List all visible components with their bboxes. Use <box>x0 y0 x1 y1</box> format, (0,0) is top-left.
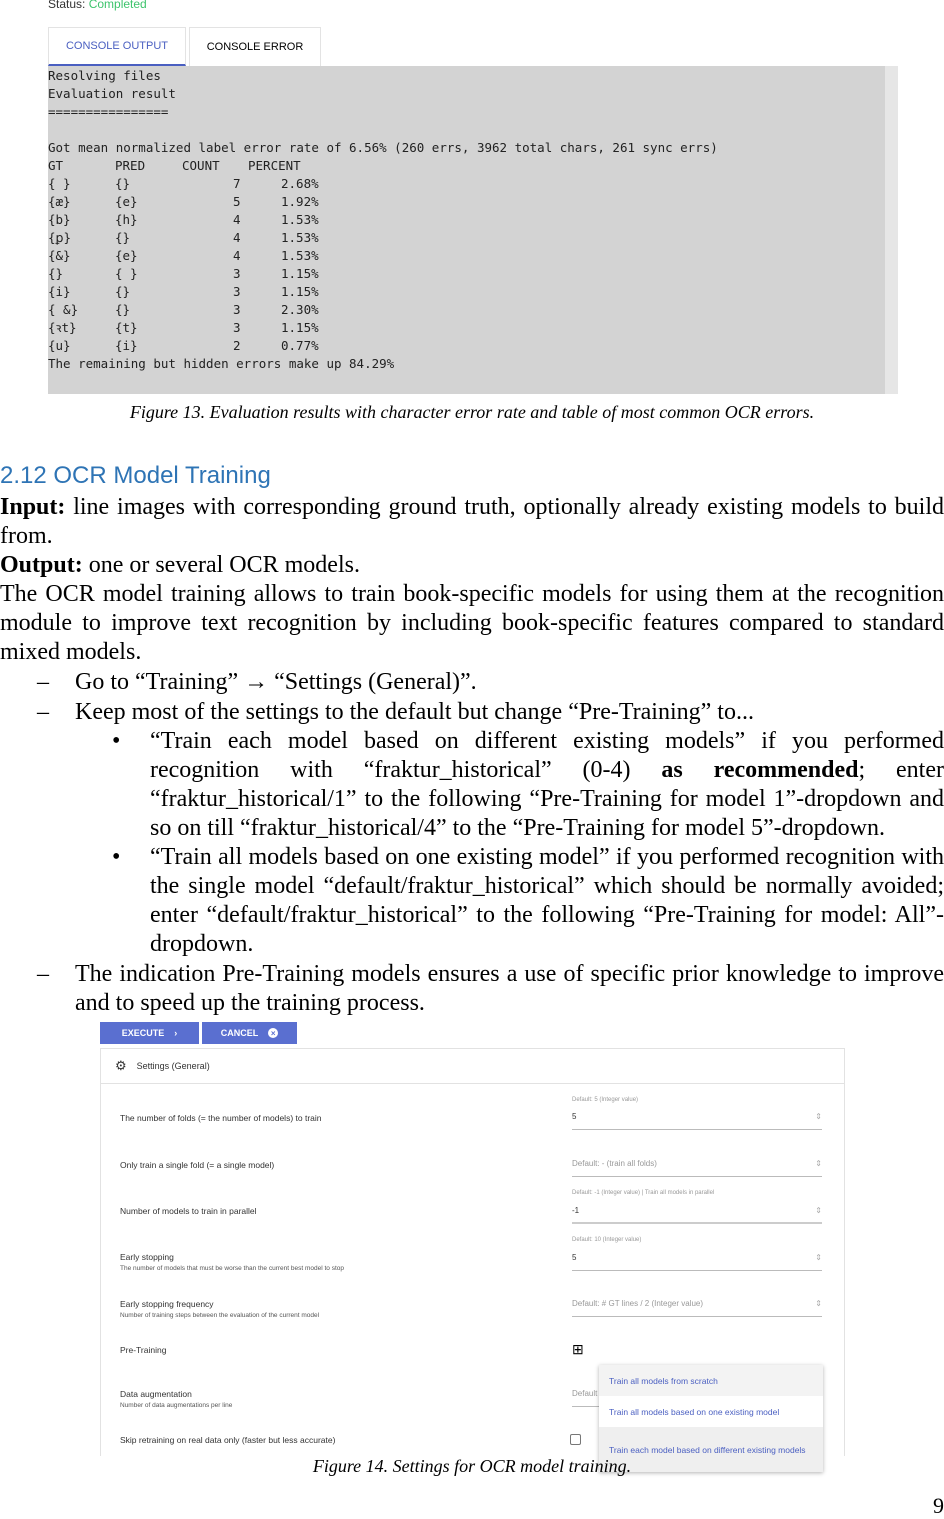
frequency-desc: Number of training steps between the evaluation of the current model <box>120 1312 320 1319</box>
error-row <box>48 193 898 211</box>
percent-cell: 2.68% <box>281 176 319 191</box>
status-value: Completed <box>88 0 147 11</box>
pred-cell: {} <box>115 230 131 245</box>
chevron-right-icon: › <box>174 1028 178 1038</box>
panel-header[interactable] <box>101 1049 844 1084</box>
step-text: The indication Pre-Training models ensures a use of specific prior knowledge to improve and to speed up the training process. <box>75 961 944 1016</box>
frequency-title: Early stopping frequency <box>120 1299 214 1309</box>
panel-title: Settings (General) <box>136 1061 210 1071</box>
gt-cell: {ꝛt} <box>48 320 77 335</box>
scrollbar[interactable] <box>885 66 898 394</box>
bullet-text-part: “Train each model based on different existing models” if you performed recognition with “fraktur_historical” (0-4) <box>150 728 944 783</box>
count-cell: 3 <box>233 266 241 281</box>
count-cell: 4 <box>233 248 241 263</box>
pred-cell: { } <box>115 266 138 281</box>
menu-item-scratch[interactable]: Train all models from scratch <box>599 1365 823 1396</box>
count-cell: 3 <box>233 320 241 335</box>
skip-retraining-label: Skip retraining on real data only (faster but less accurate) <box>120 1435 336 1445</box>
error-row <box>48 319 898 337</box>
percent-cell: 1.53% <box>281 230 319 245</box>
bullet-marker: • <box>112 844 121 870</box>
spinner-icon[interactable]: ⇕ <box>815 1206 822 1215</box>
output-paragraph <box>0 551 944 580</box>
error-row <box>48 175 898 193</box>
count-cell: 3 <box>233 302 241 317</box>
settings-screenshot <box>100 1020 845 1456</box>
single-fold-label: Only train a single fold (= a single model) <box>120 1160 275 1170</box>
dash-marker: – <box>37 699 49 725</box>
frequency-label <box>120 1299 319 1319</box>
col-count: COUNT <box>182 158 220 173</box>
step-item <box>0 698 944 727</box>
frequency-input[interactable] <box>572 1293 822 1317</box>
col-percent: PERCENT <box>248 158 301 173</box>
console-line: Evaluation result <box>48 86 176 101</box>
gt-cell: {u} <box>48 338 71 353</box>
frequency-placeholder: Default: # GT lines / 2 (Integer value) <box>572 1299 704 1308</box>
menu-item-different-existing[interactable]: Train each model based on different existing models <box>599 1427 823 1472</box>
percent-cell: 0.77% <box>281 338 319 353</box>
early-stopping-value: 5 <box>572 1253 577 1262</box>
bullet-text: “Train all models based on one existing model” if you performed recognition with the single model “default/fraktur_historical” which should be normally avoided; enter “default/fraktur_historical” to the following “Pre-Training for model: All”-dropdown. <box>150 844 944 957</box>
pred-cell: {} <box>115 302 131 317</box>
parallel-label: Number of models to train in parallel <box>120 1206 257 1216</box>
spinner-icon[interactable]: ⇕ <box>815 1253 822 1262</box>
percent-cell: 1.53% <box>281 248 319 263</box>
augmentation-title: Data augmentation <box>120 1389 192 1399</box>
execute-button[interactable] <box>100 1022 199 1044</box>
input-paragraph <box>0 493 944 551</box>
gt-cell: {} <box>48 266 64 281</box>
percent-cell: 2.30% <box>281 302 319 317</box>
error-row <box>48 337 898 355</box>
dash-marker: – <box>37 669 49 695</box>
page-number: 9 <box>933 1493 944 1518</box>
pred-cell: {i} <box>115 338 138 353</box>
gt-cell: { } <box>48 176 71 191</box>
error-row <box>48 247 898 265</box>
pred-cell: {} <box>115 176 131 191</box>
console-line: Got mean normalized label error rate of 6.56% (260 errs, 3962 total chars, 261 sync errs) <box>48 140 718 155</box>
cancel-circle-icon: × <box>268 1028 278 1038</box>
input-label: Input: <box>0 494 66 520</box>
col-gt: GT <box>48 158 64 173</box>
folds-hint: Default: 5 (Integer value) <box>572 1097 639 1103</box>
bullet-text-part: ; enter “fraktur_historical/1” to the following “Pre-Training for model 1”-dropdown and so on till “fraktur_historical/4” to the “Pre-Training for model 5”-dropdown. <box>150 757 944 841</box>
early-stopping-hint: Default: 10 (Integer value) <box>572 1237 642 1243</box>
percent-cell: 1.53% <box>281 212 319 227</box>
parallel-value: -1 <box>572 1206 580 1215</box>
console-line: Resolving files <box>48 68 161 83</box>
tab-console-error[interactable]: CONSOLE ERROR <box>189 27 321 66</box>
count-cell: 2 <box>233 338 241 353</box>
console-footer: The remaining but hidden errors make up 84.29% <box>48 356 395 371</box>
gt-cell: {i} <box>48 284 71 299</box>
dash-marker: – <box>37 961 49 987</box>
bullet-item <box>0 727 944 843</box>
col-pred: PRED <box>115 158 146 173</box>
gt-cell: {b} <box>48 212 71 227</box>
folds-label: The number of folds (= the number of models) to train <box>120 1113 322 1123</box>
error-row <box>48 301 898 319</box>
menu-item-one-existing[interactable]: Train all models based on one existing model <box>609 1406 780 1417</box>
pred-cell: {} <box>115 284 131 299</box>
gt-cell: {ꝑ} <box>48 230 71 245</box>
figure-14-caption: Figure 14. Settings for OCR model training. <box>312 1456 632 1476</box>
count-cell: 4 <box>233 230 241 245</box>
bullet-emphasis: as recommended <box>661 757 859 783</box>
percent-cell: 1.15% <box>281 284 319 299</box>
bullet-marker: • <box>112 728 121 754</box>
cancel-button[interactable] <box>202 1022 297 1044</box>
status-label: Status: <box>48 0 86 11</box>
folds-input[interactable] <box>572 1106 822 1130</box>
execute-label: EXECUTE <box>121 1028 165 1038</box>
settings-panel <box>100 1048 845 1456</box>
percent-cell: 1.15% <box>281 320 319 335</box>
step-item <box>0 668 944 697</box>
early-stopping-label <box>120 1252 344 1272</box>
intro-paragraph: The OCR model training allows to train book-specific models for using them at the recognition module to improve text recognition by including book-specific features compared to standard mixed models. <box>0 581 944 665</box>
error-row <box>48 265 898 283</box>
count-cell: 7 <box>233 176 241 191</box>
console-line <box>48 121 898 139</box>
error-row <box>48 211 898 229</box>
status <box>48 0 147 11</box>
step-item <box>0 960 944 1018</box>
augmentation-placeholder: Default <box>572 1389 598 1398</box>
console-output <box>48 66 898 394</box>
pred-cell: {e} <box>115 248 138 263</box>
spinner-icon[interactable]: ⇕ <box>815 1112 822 1121</box>
pred-cell: {e} <box>115 194 138 209</box>
spinner-icon[interactable]: ⇕ <box>815 1299 822 1308</box>
spinner-icon[interactable]: ⇕ <box>815 1159 822 1168</box>
count-cell: 3 <box>233 284 241 299</box>
percent-cell: 1.92% <box>281 194 319 209</box>
parallel-input[interactable] <box>572 1200 822 1224</box>
count-cell: 4 <box>233 212 241 227</box>
gear-icon: ⚙ <box>115 1058 127 1073</box>
step-text: Go to “Training” → “Settings (General)”. <box>75 669 477 695</box>
add-screen-icon[interactable]: ⊞ <box>572 1341 584 1357</box>
early-stopping-desc: The number of models that must be worse than the current best model to stop <box>120 1265 345 1272</box>
augmentation-label <box>120 1389 232 1409</box>
bullet-item <box>0 843 944 959</box>
folds-value: 5 <box>572 1112 577 1121</box>
early-stopping-input[interactable] <box>572 1247 822 1271</box>
count-cell: 5 <box>233 194 241 209</box>
error-row <box>48 229 898 247</box>
gt-cell: {&} <box>48 248 71 263</box>
percent-cell: 1.15% <box>281 266 319 281</box>
output-text: one or several OCR models. <box>82 552 360 578</box>
augmentation-desc: Number of data augmentations per line <box>120 1402 233 1409</box>
single-fold-input[interactable] <box>572 1153 822 1177</box>
early-stopping-title: Early stopping <box>120 1252 174 1262</box>
pred-cell: {t} <box>115 320 138 335</box>
pretraining-label: Pre-Training <box>120 1345 167 1355</box>
gt-cell: { &} <box>48 302 79 317</box>
figure-13-caption: Figure 13. Evaluation results with character error rate and table of most common OCR errors. <box>129 402 815 422</box>
body-text <box>0 493 944 1018</box>
output-label: Output: <box>0 552 83 578</box>
parallel-hint: Default: -1 (Integer value) | Train all models in parallel <box>572 1190 715 1196</box>
step-text: Keep most of the settings to the default but change “Pre-Training” to... <box>75 699 754 725</box>
tab-console-output[interactable]: CONSOLE OUTPUT <box>48 27 186 66</box>
input-text: line images with corresponding ground truth, optionally already existing models to build from. <box>0 494 944 549</box>
pred-cell: {h} <box>115 212 138 227</box>
table-header <box>48 157 898 175</box>
gt-cell: {æ} <box>48 194 71 209</box>
skip-retraining-checkbox[interactable] <box>570 1434 581 1445</box>
section-heading: 2.12 OCR Model Training <box>0 462 271 489</box>
console-line: ================ <box>48 104 169 119</box>
single-fold-placeholder: Default: - (train all folds) <box>572 1159 657 1168</box>
cancel-label: CANCEL <box>220 1028 259 1038</box>
bullet-text <box>150 727 944 843</box>
error-row <box>48 283 898 301</box>
